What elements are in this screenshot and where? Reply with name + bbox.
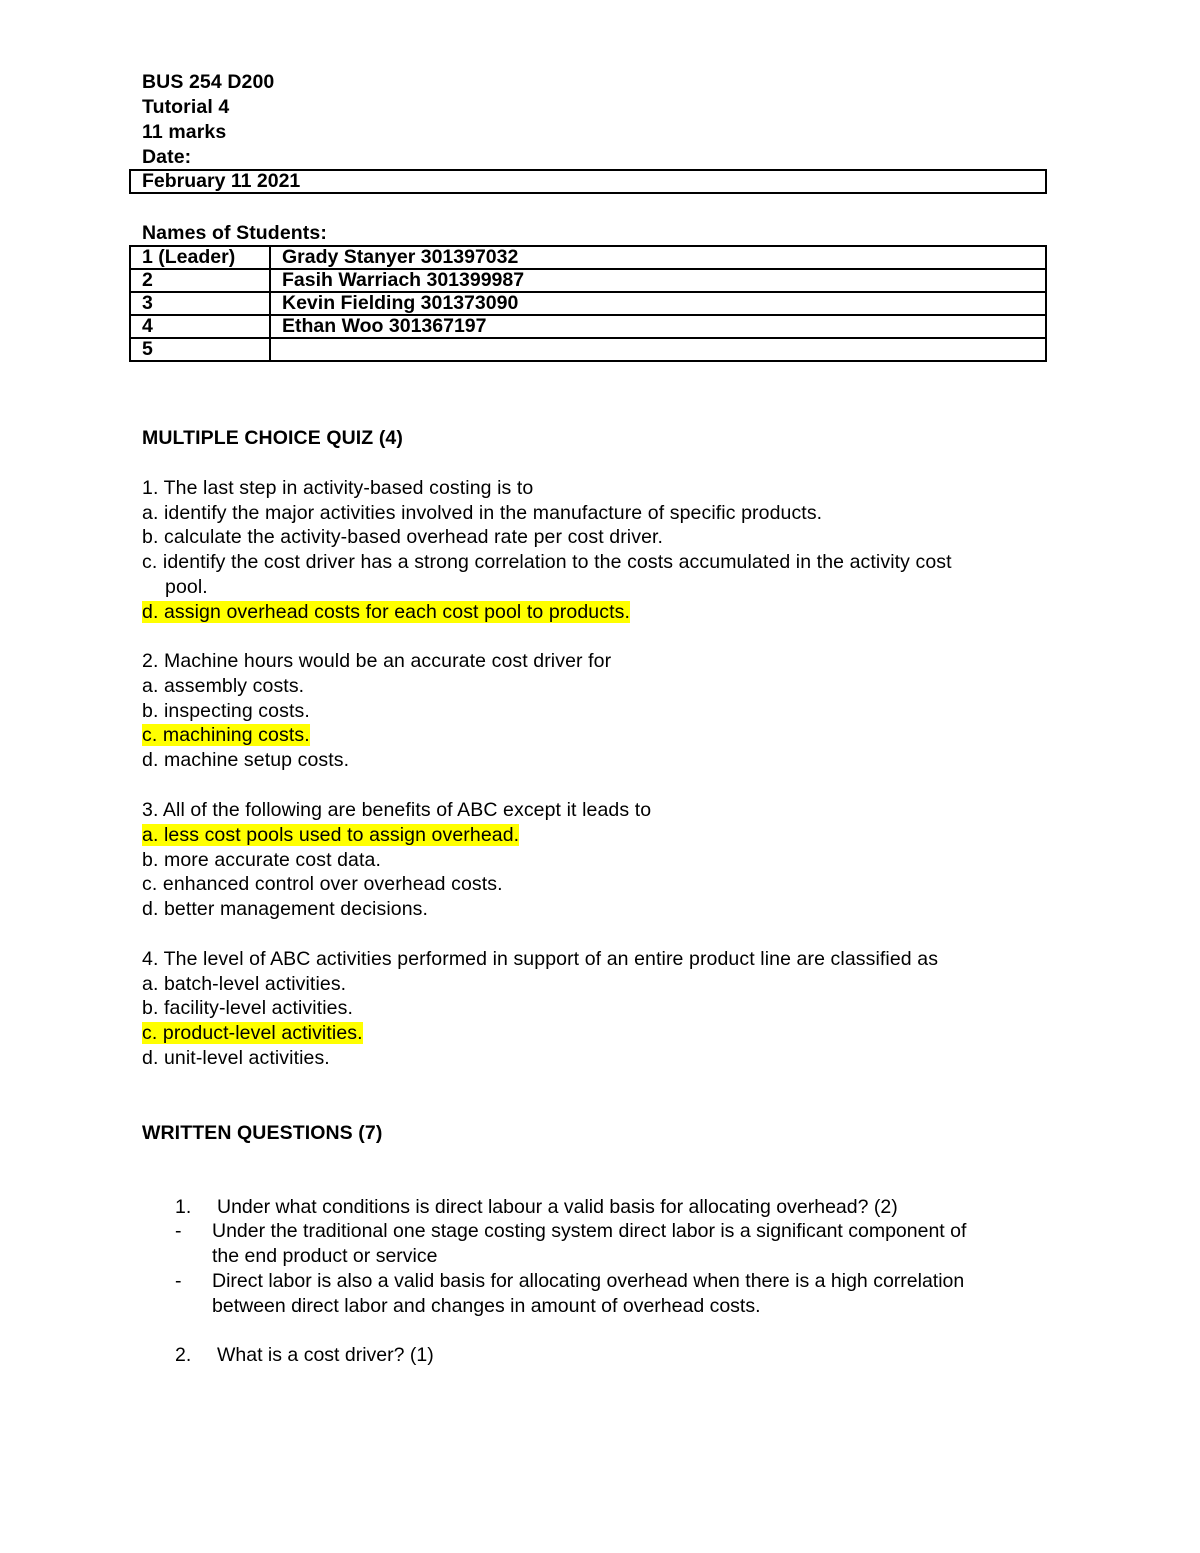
mcq-q2-option-b: b. inspecting costs. <box>142 700 310 722</box>
written-q1-number: 1. <box>175 1196 192 1218</box>
student-name: Fasih Warriach 301399987 <box>270 269 1046 292</box>
mcq-question-3: 3. All of the following are benefits of ABC except it leads to <box>142 799 652 821</box>
mcq-q2-option-d: d. machine setup costs. <box>142 749 350 771</box>
answer-2-line-2: between direct labor and changes in amount of overhead costs. <box>212 1295 761 1317</box>
mcq-question-1: 1. The last step in activity-based costing is to <box>142 477 534 499</box>
mcq-question-4: 4. The level of ABC activities performed in support of an entire product line are classified as <box>142 948 939 970</box>
mcq-q2-option-a: a. assembly costs. <box>142 675 305 697</box>
student-number: 3 <box>130 292 270 315</box>
mcq-q4-option-c-answer <box>142 1021 363 1045</box>
written-question-1: Under what conditions is direct labour a valid basis for allocating overhead? (2) <box>217 1196 898 1218</box>
date-box <box>129 169 1047 194</box>
mcq-q3-option-a-answer <box>142 823 519 847</box>
mcq-q4-option-a: a. batch-level activities. <box>142 973 347 995</box>
student-name <box>270 338 1046 361</box>
bullet-dash: - <box>175 1270 182 1292</box>
mcq-q3-option-d: d. better management decisions. <box>142 898 429 920</box>
mcq-q4-option-d: d. unit-level activities. <box>142 1047 330 1069</box>
answer-highlight: c. machining costs. <box>142 724 310 746</box>
answer-highlight: a. less cost pools used to assign overhead. <box>142 824 520 846</box>
mcq-q1-option-d-answer <box>142 600 630 624</box>
answer-highlight: d. assign overhead costs for each cost pool to products. <box>142 601 630 623</box>
date-value: February 11 2021 <box>130 170 1046 193</box>
answer-1-line-1: Under the traditional one stage costing system direct labor is a significant component of <box>212 1220 967 1242</box>
course-code: BUS 254 D200 <box>142 71 275 93</box>
mcq-q1-option-c: c. identify the cost driver has a strong correlation to the costs accumulated in the activity cost <box>142 551 952 573</box>
bullet-dash: - <box>175 1220 182 1242</box>
written-q2-number: 2. <box>175 1344 192 1366</box>
student-name: Ethan Woo 301367197 <box>270 315 1046 338</box>
table-row <box>130 338 1046 361</box>
mcq-q2-option-c-answer <box>142 723 310 747</box>
table-row <box>130 292 1046 315</box>
table-row <box>130 246 1046 269</box>
students-table <box>129 245 1047 362</box>
answer-2-line-1: Direct labor is also a valid basis for allocating overhead when there is a high correlation <box>212 1270 965 1292</box>
mcq-q3-option-b: b. more accurate cost data. <box>142 849 381 871</box>
mcq-q1-option-b: b. calculate the activity-based overhead rate per cost driver. <box>142 526 664 548</box>
mcq-heading: MULTIPLE CHOICE QUIZ (4) <box>142 427 403 449</box>
student-number: 2 <box>130 269 270 292</box>
answer-1-line-2: the end product or service <box>212 1245 438 1267</box>
student-name: Kevin Fielding 301373090 <box>270 292 1046 315</box>
date-label: Date: <box>142 146 192 168</box>
mcq-q1-option-c-continued: pool. <box>165 576 208 598</box>
student-name: Grady Stanyer 301397032 <box>270 246 1046 269</box>
names-label: Names of Students: <box>142 222 327 244</box>
written-question-2: What is a cost driver? (1) <box>217 1344 434 1366</box>
tutorial-title: Tutorial 4 <box>142 96 230 118</box>
student-number: 4 <box>130 315 270 338</box>
mcq-q1-option-a: a. identify the major activities involved in the manufacture of specific products. <box>142 502 823 524</box>
marks-label: 11 marks <box>142 121 227 143</box>
mcq-q3-option-c: c. enhanced control over overhead costs. <box>142 873 503 895</box>
table-row <box>130 315 1046 338</box>
mcq-q4-option-b: b. facility-level activities. <box>142 997 353 1019</box>
student-number: 1 (Leader) <box>130 246 270 269</box>
written-heading: WRITTEN QUESTIONS (7) <box>142 1122 383 1144</box>
student-number: 5 <box>130 338 270 361</box>
table-row <box>130 269 1046 292</box>
answer-highlight: c. product-level activities. <box>142 1022 363 1044</box>
mcq-question-2: 2. Machine hours would be an accurate cost driver for <box>142 650 612 672</box>
